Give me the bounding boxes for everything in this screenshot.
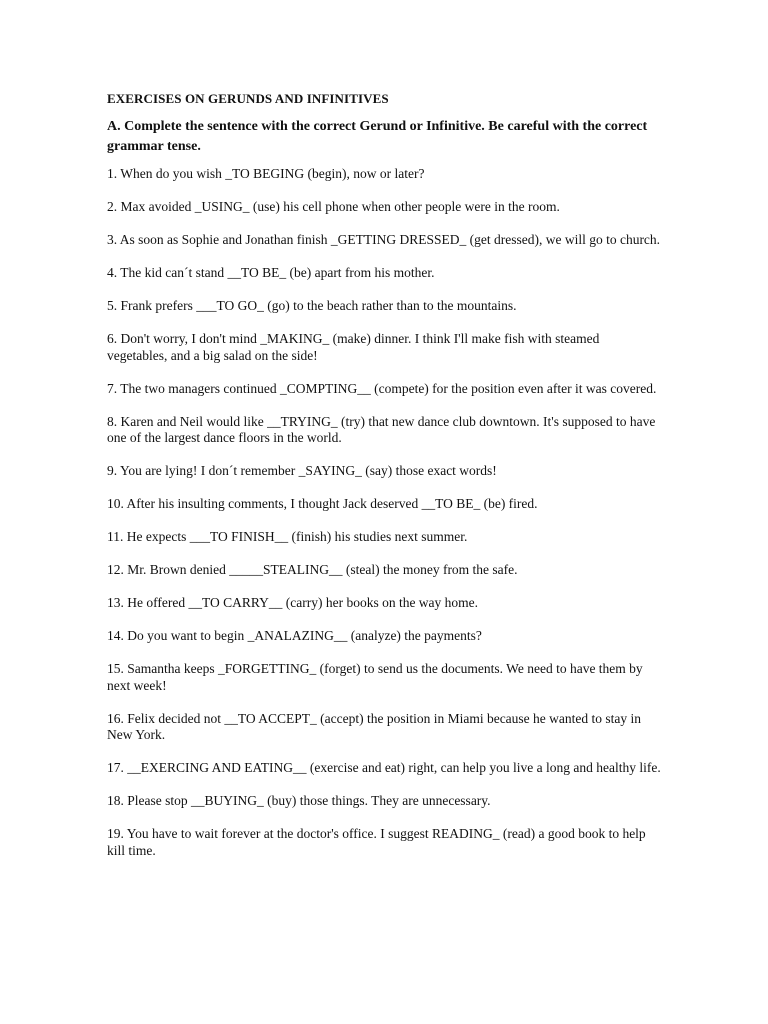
exercise-item-12: 12. Mr. Brown denied _____STEALING__ (steal) the money from the safe. [107,562,518,577]
document-title: EXERCISES ON GERUNDS AND INFINITIVES [107,91,389,106]
exercise-item-10: 10. After his insulting comments, I thought Jack deserved __TO BE_ (be) fired. [107,496,538,511]
exercise-item-9: 9. You are lying! I don´t remember _SAYING_ (say) those exact words! [107,463,497,478]
exercise-item-14: 14. Do you want to begin _ANALAZING__ (analyze) the payments? [107,628,482,643]
exercise-item-7: 7. The two managers continued _COMPTING__ (compete) for the position even after it was covered. [107,380,657,396]
exercise-item-16: 16. Felix decided not __TO ACCEPT_ (accept) the position in Miami because he wanted to stay in New York. [107,710,642,742]
exercise-item-6: 6. Don't worry, I don't mind _MAKING_ (make) dinner. I think I'll make fish with steamed vegetables, and a big salad on the side! [107,331,600,363]
exercise-instructions: A. Complete the sentence with the correct Gerund or Infinitive. Be careful with the correct grammar tense. [107,119,648,154]
exercise-item-13: 13. He offered __TO CARRY__ (carry) her books on the way home. [107,595,479,610]
exercise-item-8: 8. Karen and Neil would like __TRYING_ (try) that new dance club downtown. It's supposed to have one of the largest dance floors in the world. [107,413,656,445]
exercise-item-15: 15. Samantha keeps _FORGETTING_ (forget) to send us the documents. We need to have them by next week! [107,661,643,693]
exercise-item-18: 18. Please stop __BUYING_ (buy) those things. They are unnecessary. [107,793,491,808]
exercise-item-5: 5. Frank prefers ___TO GO_ (go) to the beach rather than to the mountains. [107,298,517,313]
exercise-item-4: 4. The kid can´t stand __TO BE_ (be) apart from his mother. [107,265,435,280]
document-page [107,90,663,876]
exercise-item-3: 3. As soon as Sophie and Jonathan finish _GETTING DRESSED_ (get dressed), we will go to church. [107,232,661,247]
exercise-item-17: 17. __EXERCING AND EATING__ (exercise and eat) right, can help you live a long and healthy life. [107,760,661,775]
exercise-list [107,166,663,859]
exercise-item-1: 1. When do you wish _TO BEGING (begin), now or later? [107,166,425,181]
exercise-item-2: 2. Max avoided _USING_ (use) his cell phone when other people were in the room. [107,199,560,214]
exercise-item-19: 19. You have to wait forever at the doctor's office. I suggest READING_ (read) a good book to help kill time. [107,826,646,858]
exercise-item-11: 11. He expects ___TO FINISH__ (finish) his studies next summer. [107,529,468,544]
